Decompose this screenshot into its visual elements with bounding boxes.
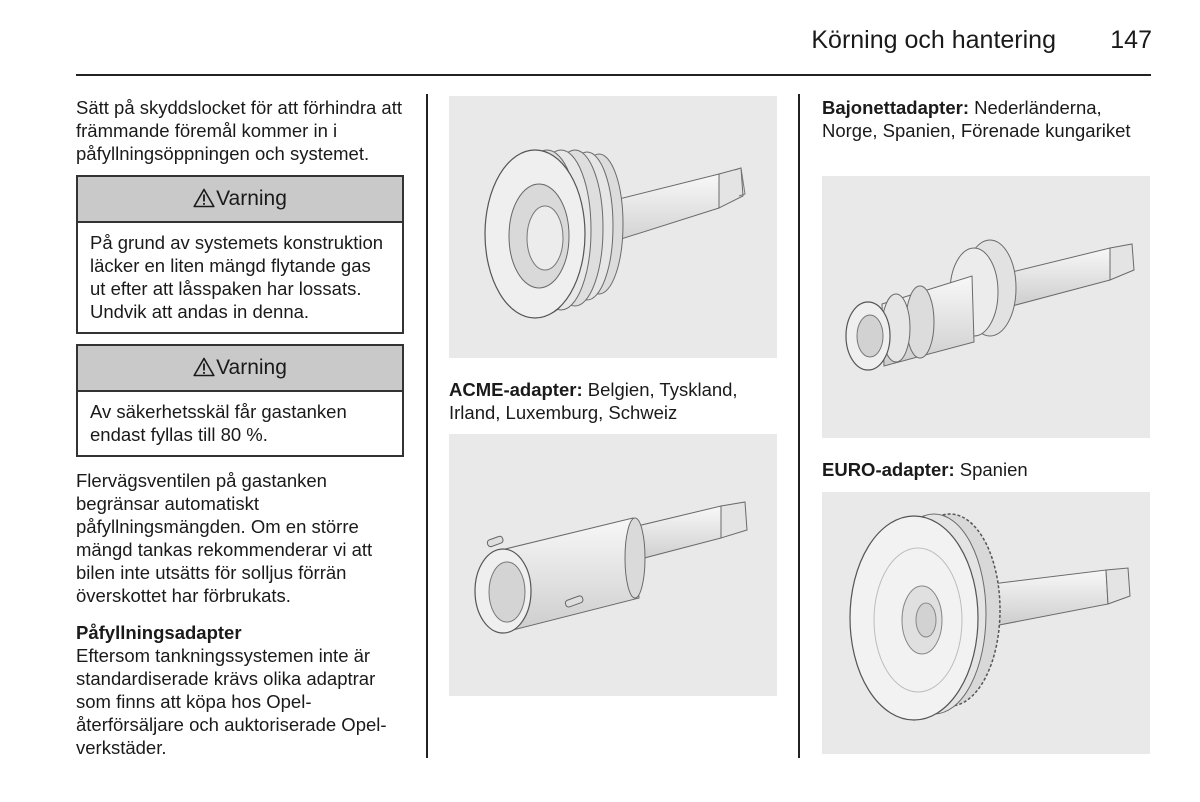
warning-box-1 [76,175,404,334]
adapter-paragraph: Eftersom tankningssystemen inte är standardiserade krävs olika adaptrar som finns att köpa hos Opel-återförsäljare och auktoriserade Opel-verkstäder. [76,645,387,758]
warning-box-2-text: Av säkerhetsskäl får gastanken endast fyllas till 80 %. [90,401,347,445]
intro-paragraph: Sätt på skyddslocket för att förhindra att främmande föremål kommer in i påfyllningsöppningen och systemet. [76,97,402,164]
running-header-title: Körning och hantering [811,26,1056,54]
left-column [76,96,404,759]
warning-box-2 [76,344,404,457]
acme-adapter-countries: Belgien, Tyskland, Irland, Luxemburg, Schweiz [449,379,738,423]
valve-paragraph: Flervägsventilen på gastanken begränsar automatiskt påfyllningsmängden. Om en större mängd tankas rekommenderar vi att bilen inte utsätts för solljus förrän överskottet har förbrukats. [76,470,373,606]
warning-box-1-text: På grund av systemets konstruktion läcker en liten mängd flytande gas ut efter att låsspaken har lossats. Undvik att andas in denna. [90,232,384,322]
column-divider-left [426,94,428,758]
euro-adapter-label: EURO-adapter: [822,459,955,480]
acme-adapter-caption [449,378,779,424]
acme-adapter-image [449,96,777,358]
warning-triangle-icon [193,349,215,393]
warning-triangle-icon [193,180,215,224]
column-divider-right [798,94,800,758]
bayonet-adapter-caption [822,96,1144,142]
euro-adapter-image [822,492,1150,754]
adapter-image-2 [449,434,777,696]
bayonet-adapter-label: Bajonettadapter: [822,97,969,118]
warning-box-1-header [78,177,402,223]
bayonet-adapter-image [822,176,1150,438]
section-heading: Påfyllningsadapter [76,622,242,643]
warning-box-2-header [78,346,402,392]
header-rule [76,74,1151,76]
acme-adapter-label: ACME-adapter: [449,379,583,400]
euro-adapter-countries: Spanien [954,459,1028,480]
warning-box-1-title: Varning [216,187,287,210]
euro-adapter-caption [822,458,1144,481]
page-number: 147 [1110,26,1152,54]
warning-box-2-title: Varning [216,356,287,379]
bayonet-adapter-countries: Nederländerna, Norge, Spanien, Förenade kungariket [822,97,1131,141]
